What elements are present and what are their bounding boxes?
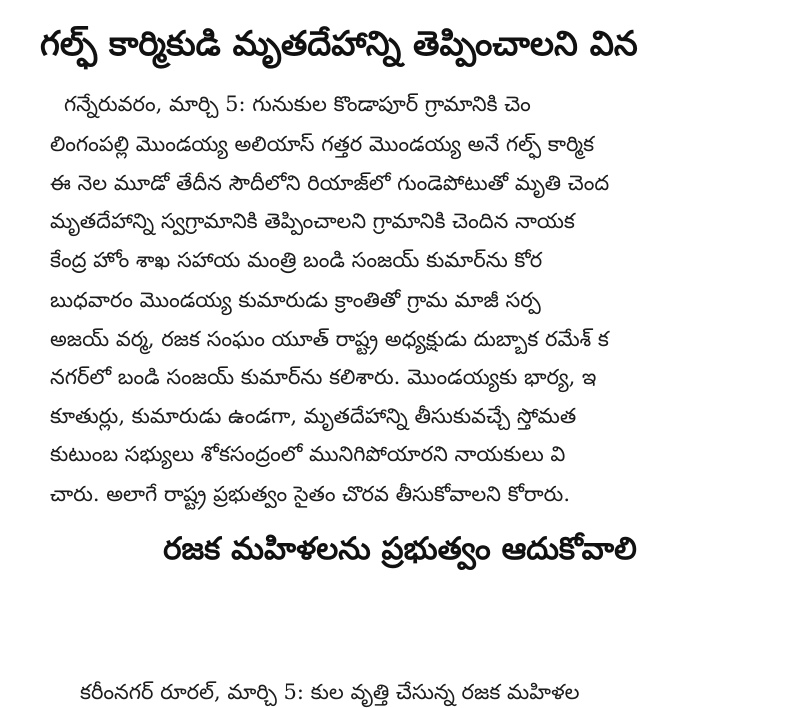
body-line: కూతుర్లు, కుమారుడు ఉండగా, మృతదేహాన్ని తీసుకువచ్చే స్తోమత: [50, 404, 577, 428]
body-line: అజయ్ వర్మ, రజక సంఘం యూత్ రాష్ట్ర అధ్యక్షుడు దుబ్బాక రమేశ్ క: [50, 327, 609, 351]
body-line: చారు. అలాగే రాష్ట్ర ప్రభుత్వం సైతం చొరవ తీసుకోవాలని కోరారు.: [50, 482, 570, 506]
body-line: నగర్‌లో బండి సంజయ్ కుమార్‌ను కలిశారు. మొండయ్యకు భార్య, ఇ: [50, 365, 597, 389]
body-line: కరీంనగర్ రూరల్, మార్చి 5: కుల వృత్తి చేసున్న రజక మహిళల: [80, 680, 580, 704]
body-line: ఈ నెల మూడో తేదీన సౌదీలోని రియాజ్‌లో గుండెపోటుతో మృతి చెంద: [50, 171, 610, 195]
body-line: మృతదేహాన్ని స్వగ్రామానికి తెప్పించాలని గ్రామానికి చెందిన నాయక: [50, 209, 575, 233]
body-line: కేంద్ర హోం శాఖ సహాయ మంత్రి బండి సంజయ్ కుమార్‌ను కోర: [50, 248, 543, 272]
body-line: లింగంపల్లి మొండయ్య అలియాస్ గత్తర మొండయ్య అనే గల్ఫ్ కార్మిక: [50, 132, 595, 156]
body-line: గన్నేరువరం, మార్చి 5: గునుకుల కొండాపూర్ గ్రామానికి చెం: [64, 92, 531, 116]
body-line: కుటుంబ సభ్యులు శోకసంద్రంలో మునిగిపోయారని నాయకులు వి: [50, 442, 566, 466]
second-article-headline: రజక మహిళలను ప్రభుత్వం ఆదుకోవాలి: [163, 531, 637, 567]
body-line: బుధవారం మొండయ్య కుమారుడు క్రాంతితో గ్రామ మాజీ సర్ప: [50, 288, 541, 312]
article-headline: గల్ఫ్ కార్మికుడి మృతదేహాన్ని తెప్పించాలని విన: [40, 24, 638, 64]
